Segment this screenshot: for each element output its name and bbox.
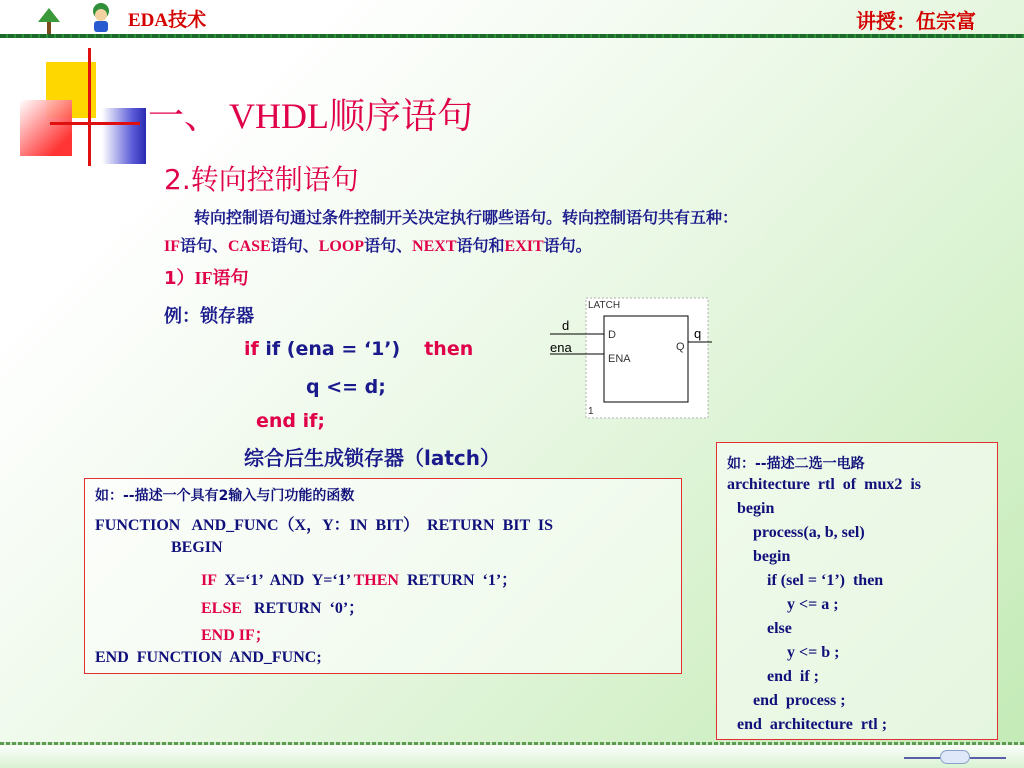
box2-line-3: process(a, b, sel) [753, 524, 865, 541]
latch-schematic [548, 296, 712, 422]
box1-if-return: RETURN ‘1’； [398, 572, 518, 589]
box2-comment: 如：--描述二选一电路 [727, 456, 865, 472]
box1-line-else [201, 595, 364, 618]
box1-line-function: FUNCTION AND_FUNC（X，Y：IN BIT） RETURN BIT IS [95, 517, 553, 534]
code-line-2: q <= d; [306, 376, 386, 398]
section-heading: 2.转向控制语句 [164, 163, 359, 196]
intro-text: 语句和 [456, 236, 505, 255]
header-divider [0, 34, 1024, 38]
box2-line-7: else [767, 620, 792, 637]
box1-if-kw: IF [201, 572, 217, 589]
intro-paragraph [164, 204, 984, 261]
box1-comment: 如：--描述一个具有2输入与门功能的函数 [95, 488, 355, 504]
footer-bar [0, 742, 1024, 768]
box2-line-9: end if ; [767, 668, 819, 685]
box2-line-5: if (sel = ‘1’) then [767, 572, 884, 589]
box2-line-4: begin [753, 548, 791, 565]
box1-line-if [201, 567, 517, 590]
instructor-label: 讲授：伍宗富 [856, 11, 976, 33]
subheading-if [164, 264, 249, 290]
latch-sig-d: d [562, 318, 570, 333]
example-label: 例：锁存器 [164, 306, 254, 327]
kw-loop: LOOP [318, 238, 365, 255]
kw-if: IF [164, 238, 180, 255]
deco-blue-square [102, 108, 146, 164]
box1-line-end-function: END FUNCTION AND_FUNC; [95, 649, 322, 666]
deco-vertical-line [88, 48, 91, 166]
code-if: if [244, 338, 259, 360]
code-line-3: end if; [256, 410, 326, 432]
intro-text: 语句、 [364, 236, 413, 255]
course-title: EDA技术 [128, 10, 207, 31]
sub1-kw: IF [194, 268, 213, 288]
intro-text: 语句、 [270, 236, 319, 255]
box1-line-begin: BEGIN [171, 539, 223, 556]
code-condition: if (ena = ‘1’) [265, 338, 401, 360]
intro-line-1: 转向控制语句通过条件控制开关决定执行哪些语句。转向控制语句共有五种： [194, 208, 739, 227]
box2-line-11: end architecture rtl ; [737, 716, 888, 733]
intro-text: 语句、 [180, 236, 229, 255]
box1-else-kw: ELSE [201, 600, 242, 617]
kw-next: NEXT [412, 238, 457, 255]
latch-num: 1 [588, 406, 594, 417]
box2-line-1: architecture rtl of mux2 is [727, 476, 922, 493]
intro-text: 语句。 [543, 236, 592, 255]
latch-name: LATCH [588, 300, 621, 311]
latch-sig-ena: ena [550, 340, 572, 355]
box2-line-10: end process ; [753, 692, 846, 709]
code-line-1 [244, 338, 473, 360]
latch-sig-q: q [694, 326, 702, 341]
code-then: then [424, 338, 474, 360]
box1-else-return: RETURN ‘0’； [241, 600, 365, 617]
kw-case: CASE [228, 238, 271, 255]
box2-line-2: begin [737, 500, 775, 517]
latch-caption: 综合后生成锁存器（latch） [244, 446, 501, 470]
sub1-suffix: 语句 [212, 268, 249, 289]
kw-exit: EXIT [504, 238, 544, 255]
box2-line-8: y <= b ; [787, 644, 840, 661]
sub1-prefix: 1） [164, 268, 195, 289]
nav-button[interactable] [940, 750, 970, 764]
intro-line-2 [164, 232, 984, 261]
latch-q-pin: Q [676, 341, 685, 353]
tree-icon [38, 8, 60, 34]
box2-line-6: y <= a ; [787, 596, 839, 613]
latch-d-pin: D [608, 329, 616, 341]
slide-title: 一、 VHDL顺序语句 [148, 96, 473, 136]
latch-ena-pin: ENA [608, 353, 631, 365]
box1-line-endif: END IF； [201, 627, 271, 644]
mascot-icon [86, 2, 116, 34]
mux-example-box [716, 442, 998, 740]
box1-if-cond: X=‘1’ AND Y=‘1’ [216, 572, 354, 589]
box1-then-kw: THEN [353, 572, 399, 589]
deco-red-square [20, 100, 72, 156]
deco-horizontal-line [50, 122, 140, 125]
function-example-box [84, 478, 682, 674]
footer-divider [0, 742, 1024, 745]
